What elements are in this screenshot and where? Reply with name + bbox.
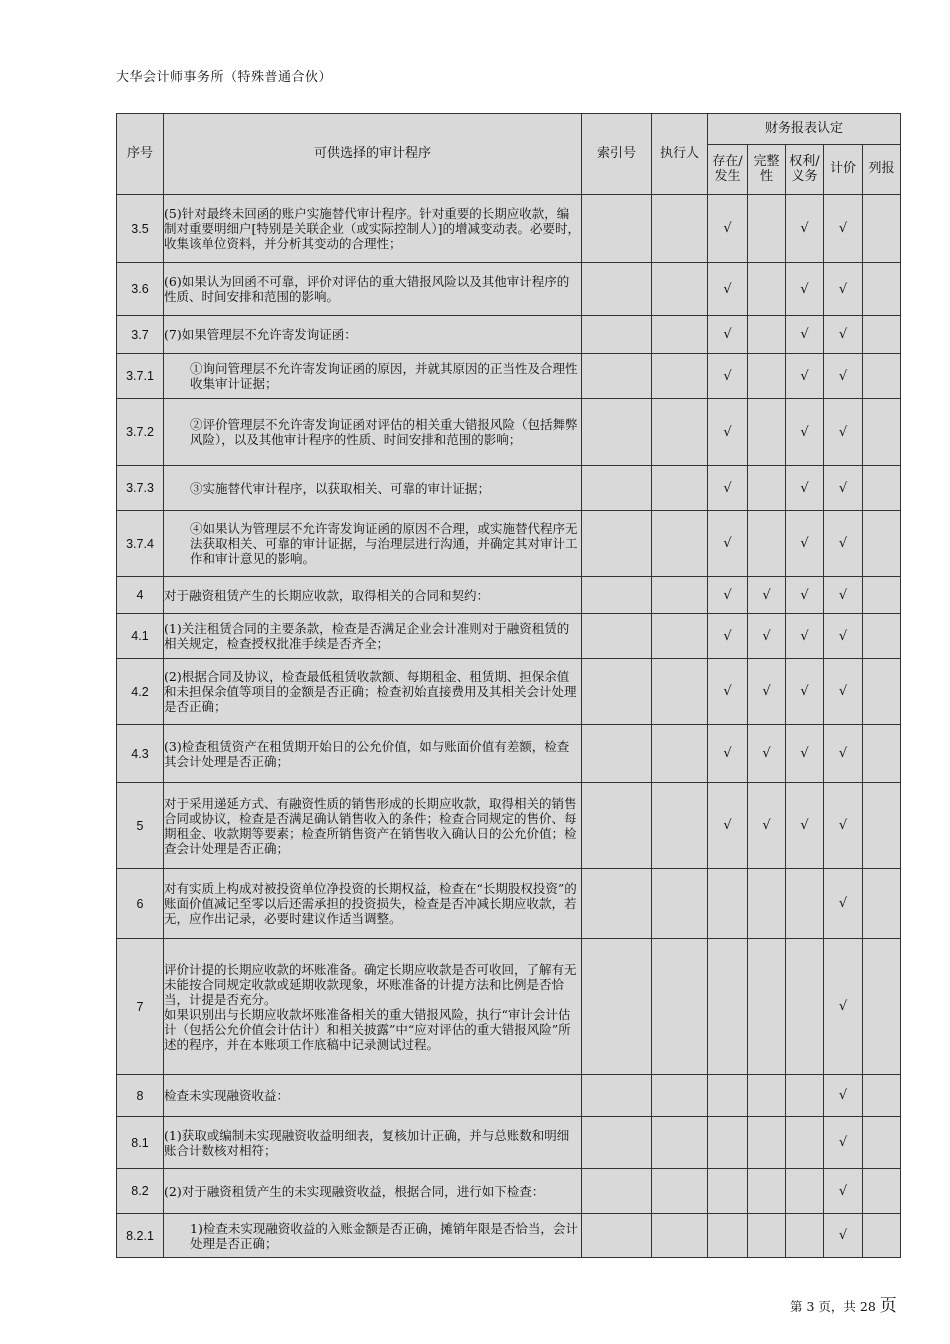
procedure-text: (1)获取或编制未实现融资收益明细表，复核加计正确，并与总账数和明细账合计数核对相符； (164, 1117, 582, 1169)
table-row (117, 614, 901, 659)
check-valuation: √ (824, 511, 863, 577)
check-existence: √ (708, 399, 748, 466)
executor-cell (652, 316, 708, 354)
page-number-text: 第 3 页，共 28 (790, 1299, 876, 1314)
check-completeness: √ (748, 725, 786, 783)
check-valuation: √ (824, 1214, 863, 1258)
check-existence: √ (708, 659, 748, 725)
row-number: 3.7.4 (117, 511, 164, 577)
header-valuation: 计价 (824, 145, 863, 195)
table-row (117, 659, 901, 725)
row-number: 5 (117, 783, 164, 869)
table-row (117, 783, 901, 869)
check-presentation (863, 577, 901, 614)
check-existence (708, 869, 748, 939)
check-completeness (748, 1214, 786, 1258)
index-cell (582, 399, 652, 466)
table-row (117, 725, 901, 783)
check-completeness (748, 1169, 786, 1214)
index-cell (582, 659, 652, 725)
executor-cell (652, 195, 708, 263)
row-number: 8.2.1 (117, 1214, 164, 1258)
check-existence: √ (708, 783, 748, 869)
row-number: 7 (117, 939, 164, 1075)
index-cell (582, 577, 652, 614)
check-rights (786, 1075, 824, 1117)
page-footer (790, 1291, 897, 1316)
check-rights: √ (786, 783, 824, 869)
index-cell (582, 939, 652, 1075)
check-rights: √ (786, 614, 824, 659)
row-number: 4.2 (117, 659, 164, 725)
check-presentation (863, 316, 901, 354)
check-presentation (863, 354, 901, 399)
check-existence (708, 939, 748, 1075)
row-number: 8 (117, 1075, 164, 1117)
check-valuation: √ (824, 1117, 863, 1169)
check-presentation (863, 939, 901, 1075)
audit-procedure-table (116, 113, 901, 1258)
index-cell (582, 869, 652, 939)
check-valuation: √ (824, 725, 863, 783)
check-presentation (863, 1169, 901, 1214)
executor-cell (652, 1214, 708, 1258)
executor-cell (652, 354, 708, 399)
table-row (117, 939, 901, 1075)
header-presentation: 列报 (863, 145, 901, 195)
check-presentation (863, 659, 901, 725)
executor-cell (652, 659, 708, 725)
procedure-text: (5)针对最终未回函的账户实施替代审计程序。针对重要的长期应收款，编制对重要明细户[特别是关联企业（或实际控制人）]的增减变动表。必要时，收集该单位资料，并分析其变动的合理性； (164, 195, 582, 263)
check-presentation (863, 511, 901, 577)
row-number: 4.3 (117, 725, 164, 783)
executor-cell (652, 614, 708, 659)
row-number: 4 (117, 577, 164, 614)
table-row (117, 354, 901, 399)
check-presentation (863, 399, 901, 466)
row-number: 3.5 (117, 195, 164, 263)
procedure-text: 1)检查未实现融资收益的入账金额是否正确，摊销年限是否恰当，会计处理是否正确； (164, 1214, 582, 1258)
check-rights: √ (786, 659, 824, 725)
index-cell (582, 725, 652, 783)
check-rights: √ (786, 466, 824, 511)
table-row (117, 1117, 901, 1169)
table-row (117, 869, 901, 939)
table-row (117, 316, 901, 354)
row-number: 3.7.2 (117, 399, 164, 466)
check-existence: √ (708, 511, 748, 577)
row-number: 3.7.3 (117, 466, 164, 511)
check-valuation: √ (824, 263, 863, 316)
table-row (117, 1169, 901, 1214)
check-rights (786, 1214, 824, 1258)
row-number: 8.1 (117, 1117, 164, 1169)
check-existence (708, 1169, 748, 1214)
check-existence (708, 1214, 748, 1258)
check-valuation: √ (824, 577, 863, 614)
executor-cell (652, 511, 708, 577)
check-valuation: √ (824, 869, 863, 939)
index-cell (582, 354, 652, 399)
check-rights (786, 1169, 824, 1214)
check-presentation (863, 725, 901, 783)
check-completeness: √ (748, 577, 786, 614)
index-cell (582, 783, 652, 869)
procedure-text: (2)对于融资租赁产生的未实现融资收益，根据合同，进行如下检查： (164, 1169, 582, 1214)
check-completeness: √ (748, 783, 786, 869)
check-completeness (748, 1075, 786, 1117)
executor-cell (652, 1169, 708, 1214)
procedure-text: 检查未实现融资收益： (164, 1075, 582, 1117)
index-cell (582, 466, 652, 511)
check-existence: √ (708, 316, 748, 354)
check-presentation (863, 263, 901, 316)
procedure-text: (6)如果认为回函不可靠，评价对评估的重大错报风险以及其他审计程序的性质、时间安排和范围的影响。 (164, 263, 582, 316)
header-rights: 权利/义务 (786, 145, 824, 195)
row-number: 3.7 (117, 316, 164, 354)
executor-cell (652, 1117, 708, 1169)
page-suffix: 页 (879, 1296, 897, 1316)
check-rights (786, 939, 824, 1075)
check-presentation (863, 195, 901, 263)
header-index: 索引号 (582, 114, 652, 195)
index-cell (582, 1075, 652, 1117)
check-existence: √ (708, 263, 748, 316)
check-completeness: √ (748, 614, 786, 659)
procedure-text: (1)关注租赁合同的主要条款，检查是否满足企业会计准则对于融资租赁的相关规定，检查授权批准手续是否齐全； (164, 614, 582, 659)
procedure-text: 评价计提的长期应收款的坏账准备。确定长期应收款是否可收回，了解有无未能按合同规定收款或延期收款现象，坏账准备的计提方法和比例是否恰当，计提是否充分。 如果识别出与长期应收款坏账准备相关的重大错报风险，执行“审计会计估计（包括公允价值会计估计）和相关披露”中“应对评估的重大错报风险”所述的程序，并在本账项工作底稿中记录测试过程。 (164, 939, 582, 1075)
header-seq: 序号 (117, 114, 164, 195)
procedure-text: 对于融资租赁产生的长期应收款，取得相关的合同和契约： (164, 577, 582, 614)
index-cell (582, 511, 652, 577)
index-cell (582, 263, 652, 316)
check-rights: √ (786, 316, 824, 354)
check-valuation: √ (824, 1169, 863, 1214)
check-existence: √ (708, 354, 748, 399)
procedure-text: 对有实质上构成对被投资单位净投资的长期权益，检查在“长期股权投资”的账面价值减记至零以后还需承担的投资损失，检查是否冲减长期应收款，若无，应作出记录，必要时建议作适当调整。 (164, 869, 582, 939)
check-valuation: √ (824, 195, 863, 263)
check-presentation (863, 614, 901, 659)
procedure-text: ①询问管理层不允许寄发询证函的原因，并就其原因的正当性及合理性收集审计证据； (164, 354, 582, 399)
check-rights: √ (786, 354, 824, 399)
row-number: 4.1 (117, 614, 164, 659)
executor-cell (652, 263, 708, 316)
check-presentation (863, 783, 901, 869)
check-rights: √ (786, 511, 824, 577)
procedure-text: 对于采用递延方式、有融资性质的销售形成的长期应收款，取得相关的销售合同或协议，检查是否满足确认销售收入的条件；检查合同规定的售价、每期租金、收款期等要素；检查所销售资产在销售收入确认日的公允价值；检查会计处理是否正确； (164, 783, 582, 869)
row-number: 3.6 (117, 263, 164, 316)
executor-cell (652, 1075, 708, 1117)
procedure-text: (7)如果管理层不允许寄发询证函： (164, 316, 582, 354)
index-cell (582, 1117, 652, 1169)
check-rights: √ (786, 195, 824, 263)
executor-cell (652, 577, 708, 614)
check-presentation (863, 466, 901, 511)
check-completeness (748, 939, 786, 1075)
check-rights: √ (786, 263, 824, 316)
check-rights: √ (786, 725, 824, 783)
row-number: 8.2 (117, 1169, 164, 1214)
index-cell (582, 195, 652, 263)
check-valuation: √ (824, 659, 863, 725)
check-existence: √ (708, 725, 748, 783)
check-completeness: √ (748, 659, 786, 725)
check-rights: √ (786, 399, 824, 466)
header-assertion-group: 财务报表认定 (708, 114, 901, 145)
check-existence: √ (708, 195, 748, 263)
check-presentation (863, 1075, 901, 1117)
header-completeness: 完整性 (748, 145, 786, 195)
firm-name: 大华会计师事务所（特殊普通合伙） (116, 70, 333, 85)
procedure-text: (3)检查租赁资产在租赁期开始日的公允价值，如与账面价值有差额，检查其会计处理是否正确； (164, 725, 582, 783)
index-cell (582, 1214, 652, 1258)
check-valuation: √ (824, 939, 863, 1075)
table-row (117, 1214, 901, 1258)
check-rights: √ (786, 577, 824, 614)
check-completeness (748, 195, 786, 263)
check-valuation: √ (824, 783, 863, 869)
check-valuation: √ (824, 316, 863, 354)
check-completeness (748, 511, 786, 577)
table-row (117, 1075, 901, 1117)
table-row (117, 577, 901, 614)
procedure-text: ④如果认为管理层不允许寄发询证函的原因不合理，或实施替代程序无法获取相关、可靠的审计证据，与治理层进行沟通，并确定其对审计工作和审计意见的影响。 (164, 511, 582, 577)
check-completeness (748, 263, 786, 316)
check-valuation: √ (824, 614, 863, 659)
check-valuation: √ (824, 1075, 863, 1117)
check-existence: √ (708, 577, 748, 614)
check-completeness (748, 399, 786, 466)
check-presentation (863, 1214, 901, 1258)
check-valuation: √ (824, 399, 863, 466)
table-row (117, 511, 901, 577)
procedure-text: (2)根据合同及协议，检查最低租赁收款额、每期租金、租赁期、担保余值和未担保余值等项目的金额是否正确；检查初始直接费用及其相关会计处理是否正确； (164, 659, 582, 725)
row-number: 6 (117, 869, 164, 939)
check-completeness (748, 1117, 786, 1169)
executor-cell (652, 466, 708, 511)
check-rights (786, 1117, 824, 1169)
check-presentation (863, 869, 901, 939)
procedure-text: ②评价管理层不允许寄发询证函对评估的相关重大错报风险（包括舞弊风险），以及其他审计程序的性质、时间安排和范围的影响； (164, 399, 582, 466)
row-number: 3.7.1 (117, 354, 164, 399)
check-valuation: √ (824, 354, 863, 399)
index-cell (582, 614, 652, 659)
table-row (117, 399, 901, 466)
executor-cell (652, 869, 708, 939)
check-existence (708, 1075, 748, 1117)
table-row (117, 263, 901, 316)
check-existence: √ (708, 614, 748, 659)
check-existence (708, 1117, 748, 1169)
check-completeness (748, 869, 786, 939)
header-executor: 执行人 (652, 114, 708, 195)
table-row (117, 466, 901, 511)
index-cell (582, 1169, 652, 1214)
header-existence: 存在/发生 (708, 145, 748, 195)
executor-cell (652, 399, 708, 466)
executor-cell (652, 725, 708, 783)
header-procedure: 可供选择的审计程序 (164, 114, 582, 195)
executor-cell (652, 783, 708, 869)
table-row (117, 195, 901, 263)
check-completeness (748, 466, 786, 511)
check-rights (786, 869, 824, 939)
check-presentation (863, 1117, 901, 1169)
procedure-text: ③实施替代审计程序，以获取相关、可靠的审计证据； (164, 466, 582, 511)
check-completeness (748, 316, 786, 354)
executor-cell (652, 939, 708, 1075)
check-completeness (748, 354, 786, 399)
check-existence: √ (708, 466, 748, 511)
index-cell (582, 316, 652, 354)
check-valuation: √ (824, 466, 863, 511)
